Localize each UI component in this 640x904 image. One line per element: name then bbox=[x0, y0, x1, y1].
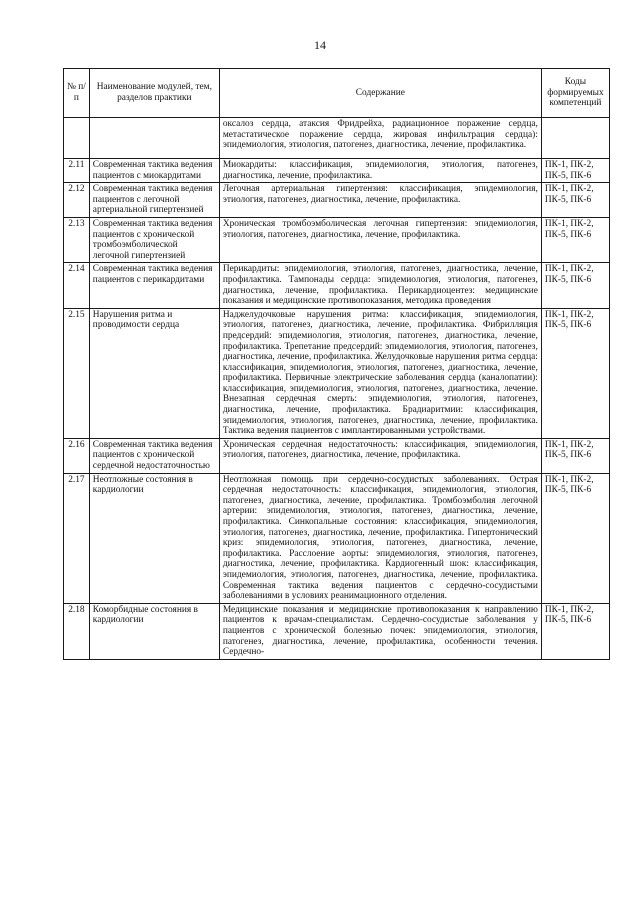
cell-num: 2.12 bbox=[64, 183, 90, 218]
cell-name: Нарушения ритма и проводимости сердца bbox=[89, 308, 219, 438]
cell-num: 2.11 bbox=[64, 159, 90, 183]
cell-content: Неотложная помощь при сердечно-сосудистых заболеваниях. Острая сердечная недостаточность: классификация, эпидемиология, этиология, патогенез, диагностика, лечение, профилактика. Тромбоэмболия легочной артерии: эпидемиология, этиология, патогенез, диагностика, лечение, профилактика. Синкопальные состояния: классификация, эпидемиология, этиология, патогенез, диагностика, лечение, профилактика. Гипертонический криз: эпидемиология, этиология, патогенез, диагностика, лечение, профилактика. Расслоение аорты: эпидемиология, этиология, патогенез, диагностика, лечение, профилактика. Кардиогенный шок: классификация, эпидемиология, этиология, патогенез, диагностика, лечение, профилактика. Современная тактика ведения пациентов с сердечно-сосудистыми заболеваниями в условиях реанимационного отделения. bbox=[219, 473, 541, 603]
cell-num: 2.14 bbox=[64, 263, 90, 308]
header-name: Наименование модулей, тем, разделов практики bbox=[89, 69, 219, 118]
header-num: № п/п bbox=[64, 69, 90, 118]
table-row bbox=[64, 473, 610, 603]
table-row bbox=[64, 438, 610, 473]
table-row bbox=[64, 217, 610, 262]
cell-name: Современная тактика ведения пациентов с хронической тромбоэмболической легочной гипертензией bbox=[89, 217, 219, 262]
header-codes: Коды формируемых компетенций bbox=[541, 69, 609, 118]
header-content: Содержание bbox=[219, 69, 541, 118]
cell-content: Легочная артериальная гипертензия: классификация, эпидемиология, этиология, патогенез, диагностика, лечение, профилактика. bbox=[219, 183, 541, 218]
cell-name: Современная тактика ведения пациентов с хронической сердечной недостаточностью bbox=[89, 438, 219, 473]
cell-name: Современная тактика ведения пациентов с миокардитами bbox=[89, 159, 219, 183]
table-row bbox=[64, 159, 610, 183]
cell-content: Хроническая сердечная недостаточность: классификация, эпидемиология, этиология, патогенез, диагностика, лечение, профилактика. bbox=[219, 438, 541, 473]
cell-num bbox=[64, 118, 90, 159]
cell-content: Хроническая тромбоэмболическая легочная гипертензия: эпидемиология, этиология, патогенез, диагностика, лечение, профилактика. bbox=[219, 217, 541, 262]
table-row bbox=[64, 183, 610, 218]
cell-codes: ПК-1, ПК-2, ПК-5, ПК-6 bbox=[541, 217, 609, 262]
cell-content: Миокардиты: классификация, эпидемиология, этиология, патогенез, диагностика, лечение, профилактика. bbox=[219, 159, 541, 183]
cell-num: 2.18 bbox=[64, 603, 90, 659]
cell-content: Медицинские показания и медицинские противопоказания к направлению пациентов к врачам-специалистам. Сердечно-сосудистые заболевания у пациентов с хронической болезнью почек: эпидемиология, этиология, патогенез, диагностика, лечение, профилактика, особенности течения. Сердечно- bbox=[219, 603, 541, 659]
cell-num: 2.16 bbox=[64, 438, 90, 473]
cell-num: 2.17 bbox=[64, 473, 90, 603]
practice-program-table bbox=[63, 68, 610, 660]
cell-num: 2.13 bbox=[64, 217, 90, 262]
table-row bbox=[64, 308, 610, 438]
cell-codes: ПК-1, ПК-2, ПК-5, ПК-6 bbox=[541, 438, 609, 473]
table-row-continuation bbox=[64, 118, 610, 159]
cell-codes: ПК-1, ПК-2, ПК-5, ПК-6 bbox=[541, 159, 609, 183]
cell-content: оксалоз сердца, атаксия Фридрейха, радиационное поражение сердца, метастатическое поражение сердца, жировая инфильтрация сердца): эпидемиология, этиология, патогенез, диагностика, лечение, профилактика. bbox=[219, 118, 541, 159]
cell-name: Современная тактика ведения пациентов с легочной артериальной гипертензией bbox=[89, 183, 219, 218]
cell-codes: ПК-1, ПК-2, ПК-5, ПК-6 bbox=[541, 183, 609, 218]
table-row bbox=[64, 263, 610, 308]
cell-codes: ПК-1, ПК-2, ПК-5, ПК-6 bbox=[541, 603, 609, 659]
cell-codes bbox=[541, 118, 609, 159]
cell-name: Современная тактика ведения пациентов с перикардитами bbox=[89, 263, 219, 308]
cell-name: Коморбидные состояния в кардиологии bbox=[89, 603, 219, 659]
table-row bbox=[64, 603, 610, 659]
cell-content: Перикардиты: эпидемиология, этиология, патогенез, диагностика, лечение, профилактика. Тампонады сердца: эпидемиология, этиология, патогенез, диагностика, лечение, профилактика. Перикардиоцентез: медицинские показания и медицинские противопоказания, методика проведения bbox=[219, 263, 541, 308]
cell-codes: ПК-1, ПК-2, ПК-5, ПК-6 bbox=[541, 263, 609, 308]
cell-codes: ПК-1, ПК-2, ПК-5, ПК-6 bbox=[541, 473, 609, 603]
table-header-row bbox=[64, 69, 610, 118]
cell-num: 2.15 bbox=[64, 308, 90, 438]
cell-content: Наджелудочковые нарушения ритма: классификация, эпидемиология, этиология, патогенез, диагностика, лечение, профилактика. Фибрилляция предсердий: эпидемиология, этиология, патогенез, диагностика, лечение, профилактика. Трепетание предсердий: эпидемиология, этиология, патогенез, диагностика, лечение, профилактика. Желудочковые нарушения ритма сердца: классификация, эпидемиология, этиология, патогенез, диагностика, лечение, профилактика. Первичные электрические заболевания сердца (каналопатии): классификация, эпидемиология, этиология, патогенез, диагностика, лечение. Внезапная сердечная смерть: эпидемиология, этиология, патогенез, диагностика, лечение, профилактика. Брадиаритмии: классификация, эпидемиология, этиология, патогенез, диагностика, лечение, профилактика. Тактика ведения пациентов с имплантированными устройствами. bbox=[219, 308, 541, 438]
cell-name: Неотложные состояния в кардиологии bbox=[89, 473, 219, 603]
cell-name bbox=[89, 118, 219, 159]
page-number: 14 bbox=[314, 38, 326, 52]
cell-codes: ПК-1, ПК-2, ПК-5, ПК-6 bbox=[541, 308, 609, 438]
